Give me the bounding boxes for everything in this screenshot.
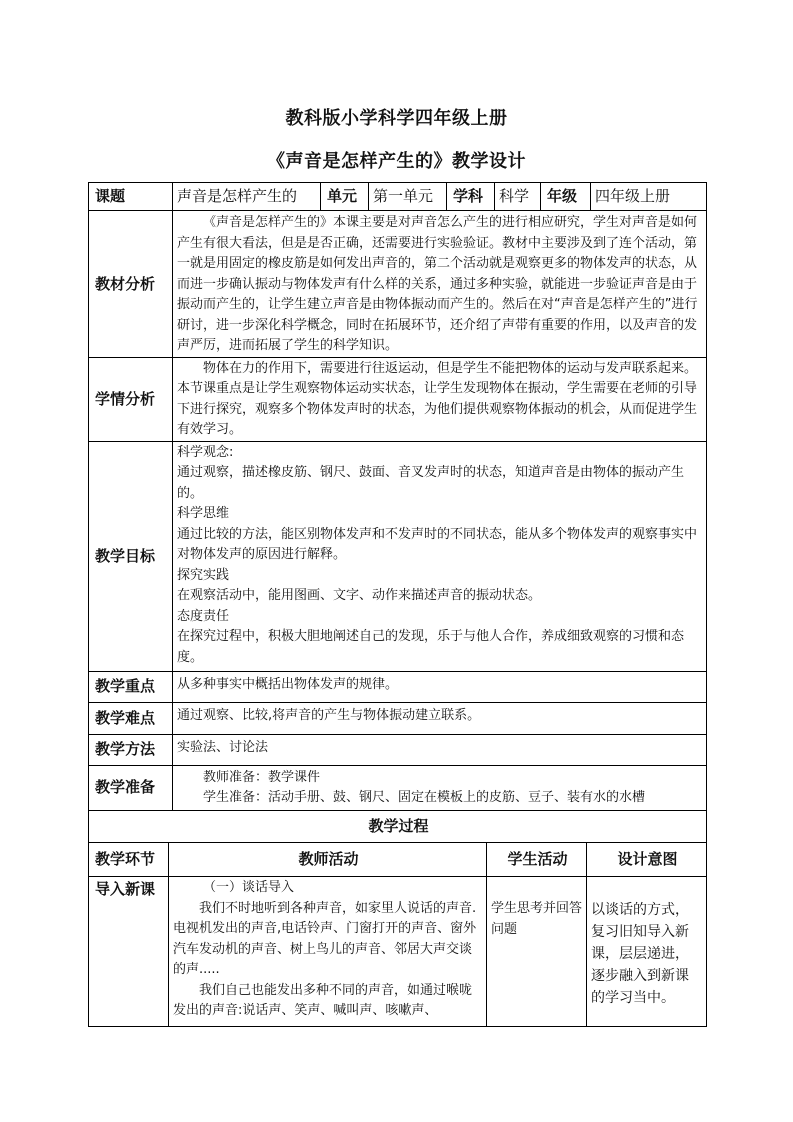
focus-label: 教学重点	[89, 671, 173, 702]
grade-value: 四年级上册	[591, 183, 707, 211]
difficulty-text: 通过观察、比较,将声音的产生与物体振动建立联系。	[173, 702, 707, 734]
textbook-analysis-text: 《声音是怎样产生的》本课主要是对声音怎么产生的进行相应研究，学生对声音是如何产生有很大看法，但是是否正确，还需要进行实验验证。教材中主要涉及到了连个活动，第一就是用固定的橡皮筋是如何发出声音的，第二个活动就是观察更多的物体发声的状态，从而进一步确认振动与物体发声有什么样的关系，通过多种实验，就能进一步验证声音是由于振动而产生的，让学生建立声音是由物体振动而产生的。然后在对“声音是怎样产生的”进行研讨，进一步深化科学概念，同时在拓展环节，还介绍了声带有重要的作用，以及声音的发声严厉，进而拓展了学生的科学知识。	[177, 215, 698, 353]
topic-label: 课题	[89, 183, 173, 211]
subject-value: 科学	[495, 183, 541, 211]
method-text: 实验法、讨论法	[173, 734, 707, 765]
topic-row	[89, 183, 707, 211]
goal-heading-thinking: 科学思维	[177, 506, 230, 521]
student-activity: 学生思考并回答问题	[487, 877, 587, 1027]
method-row	[89, 734, 707, 765]
teacher-paragraph-1: 我们不时地听到各种声音，如家里人说话的声音.电视机发出的声音,电话铃声、门窗打开的声音、窗外汽车发动机的声音、树上鸟儿的声音、邻居大声交谈的声.....	[173, 900, 477, 977]
goal-text-concept: 通过观察，描述橡皮筋、钢尺、鼓面、音叉发声时的状态，知道声音是由物体的振动产生的。	[177, 465, 685, 501]
goal-heading-concept: 科学观念:	[177, 444, 234, 460]
lesson-info-table	[88, 182, 707, 811]
textbook-analysis-row	[89, 211, 707, 358]
focus-row	[89, 671, 707, 702]
method-label: 教学方法	[89, 734, 173, 765]
topic-value: 声音是怎样产生的	[173, 183, 321, 211]
student-analysis-label: 学情分析	[89, 357, 173, 441]
goal-text-practice: 在观察活动中，能用图画、文字、动作来描述声音的振动状态。	[177, 588, 542, 603]
process-heading-row	[89, 811, 707, 843]
prep-label: 教学准备	[89, 765, 173, 810]
design-intent: 以谈话的方式，复习旧知导入新课，层层递进，逐步融入到新课的学习当中。	[587, 877, 707, 1027]
prep-row	[89, 765, 707, 810]
unit-value: 第一单元	[369, 183, 447, 211]
document-title: 教科版小学科学四年级上册	[285, 108, 508, 129]
col-teacher-header: 教师活动	[169, 843, 487, 877]
textbook-analysis-label: 教材分析	[89, 211, 173, 358]
teacher-paragraph-2: 我们自己也能发出多种不同的声音，如通过喉咙发出的声音:说话声、笑声、喊叫声、咳嗽声、	[173, 982, 473, 1018]
goal-heading-practice: 探究实践	[177, 567, 230, 583]
focus-text: 从多种事实中概括出物体发声的规律。	[173, 671, 707, 702]
prep-teacher: 教师准备：教学课件	[203, 769, 321, 785]
col-intent-header: 设计意图	[587, 843, 707, 877]
prep-student: 学生准备：活动手册、鼓、钢尺、固定在模板上的皮筋、豆子、装有水的水槽	[203, 790, 646, 805]
goal-text-thinking: 通过比较的方法，能区别物体发声和不发声时的不同状态，能从多个物体发声的观察事实中对物体发声的原因进行解释。	[177, 526, 698, 562]
process-row-intro	[89, 877, 707, 1027]
process-heading: 教学过程	[89, 811, 707, 843]
unit-label: 单元	[321, 183, 369, 211]
document-subtitle: 《声音是怎样产生的》教学设计	[267, 151, 526, 172]
teacher-subheading: （一）谈话导入	[203, 880, 295, 895]
teaching-process-table	[88, 810, 707, 1027]
student-analysis-row	[89, 357, 707, 441]
difficulty-label: 教学难点	[89, 702, 173, 734]
goals-row	[89, 441, 707, 671]
process-columns-row	[89, 843, 707, 877]
col-student-header: 学生活动	[487, 843, 587, 877]
student-analysis-text: 物体在力的作用下，需要进行往返运动，但是学生不能把物体的运动与发声联系起来。本节课重点是让学生观察物体运动实状态，让学生发现物体在振动，学生需要在老师的引导下进行探究，观察多个物体发声时的状态，为他们提供观察物体振动的机会，从而促进学生有效学习。	[177, 360, 698, 437]
difficulty-row	[89, 702, 707, 734]
goal-text-attitude: 在探究过程中，积极大胆地阐述自己的发现，乐于与他人合作，养成细致观察的习惯和态度。	[177, 629, 685, 665]
goals-label: 教学目标	[89, 441, 173, 671]
col-stage-header: 教学环节	[89, 843, 169, 877]
stage-intro: 导入新课	[89, 877, 169, 1027]
subject-label: 学科	[447, 183, 495, 211]
goal-heading-attitude: 态度责任	[177, 608, 230, 624]
grade-label: 年级	[541, 183, 591, 211]
